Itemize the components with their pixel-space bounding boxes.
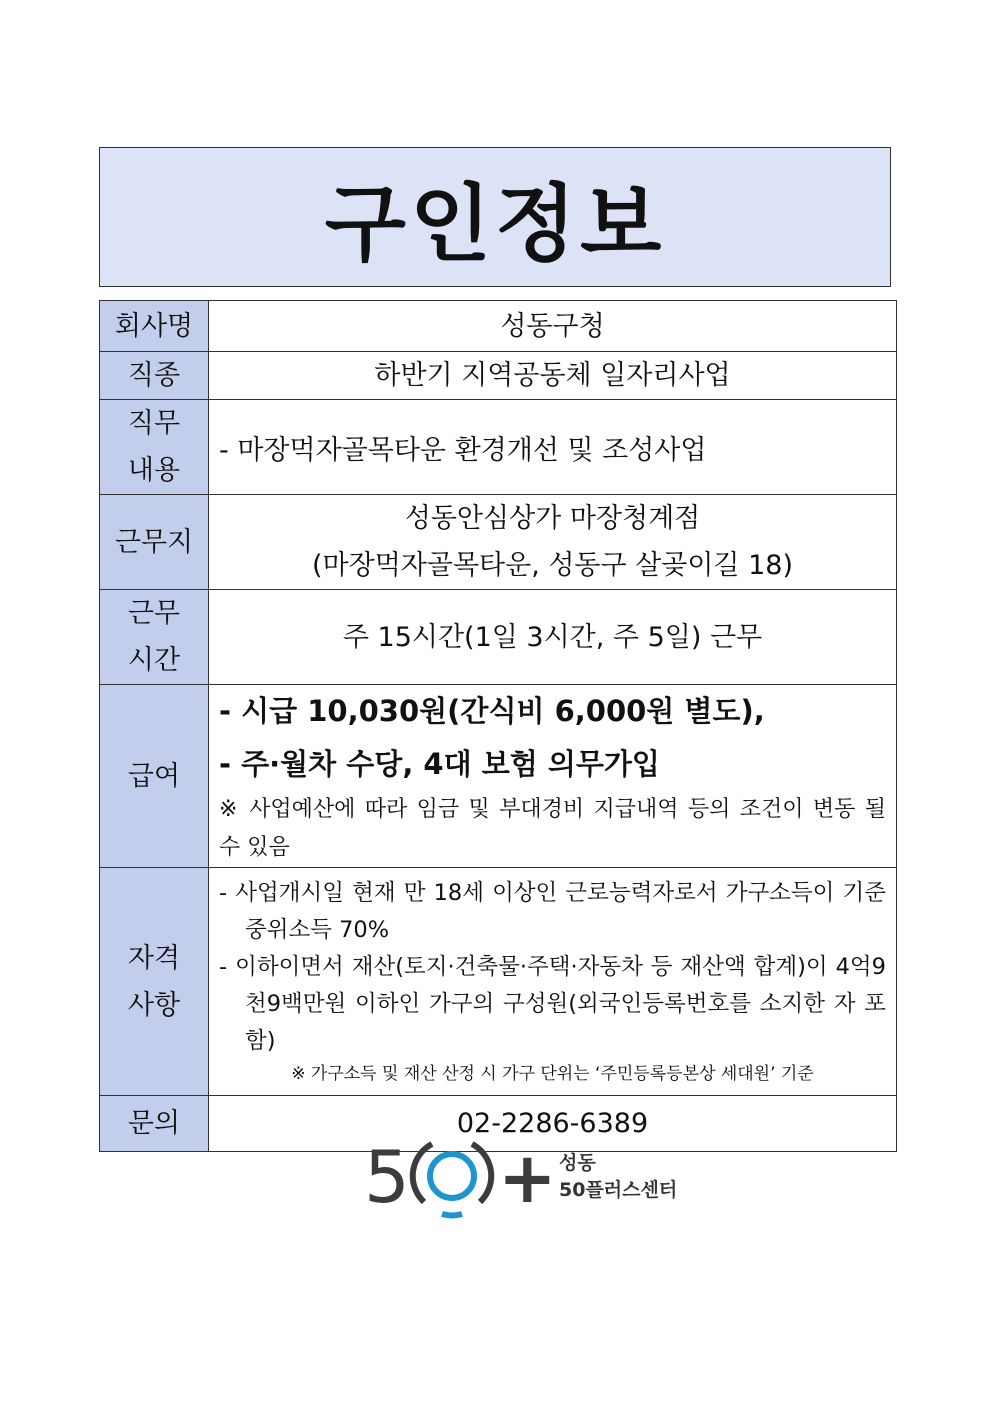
row-workplace	[100, 495, 897, 590]
row-company	[100, 301, 897, 352]
value-qualification	[209, 868, 897, 1096]
value-duty: - 마장먹자골목타운 환경개선 및 조성사업	[209, 400, 897, 495]
workplace-line1: 성동안심상가 마장청계점	[404, 503, 701, 534]
logo-text-line2: 50플러스센터	[559, 1179, 678, 1201]
label-hours-line1: 근무	[127, 598, 181, 629]
logo-digit: 5	[364, 1135, 410, 1219]
label-hours	[100, 590, 209, 685]
value-hours: 주 15시간(1일 3시간, 주 5일) 근무	[209, 590, 897, 685]
row-salary	[100, 685, 897, 868]
label-job-type: 직종	[100, 352, 209, 400]
row-duty	[100, 400, 897, 495]
salary-line1: - 시급 10,030원(간식비 6,000원 별도),	[219, 694, 765, 728]
job-info-table	[99, 300, 897, 1152]
row-hours	[100, 590, 897, 685]
label-duty-line2: 내용	[127, 455, 181, 486]
label-duty	[100, 400, 209, 495]
label-workplace: 근무지	[100, 495, 209, 590]
value-salary	[209, 685, 897, 868]
qualification-note: ※ 가구소득 및 재산 산정 시 가구 단위는 ‘주민등록등본상 세대원’ 기준	[291, 1064, 814, 1084]
label-company: 회사명	[100, 301, 209, 352]
label-qualification	[100, 868, 209, 1096]
salary-note: ※ 사업예산에 따라 임금 및 부대경비 지급내역 등의 조건이 변동 될 수 있음	[219, 797, 886, 860]
title-box	[99, 147, 891, 287]
qualification-item1: - 사업개시일 현재 만 18세 이상인 근로능력자로서 가구소득이 기준중위소득 70%	[219, 880, 886, 943]
label-hours-line2: 시간	[127, 645, 181, 676]
logo	[362, 1130, 692, 1220]
label-qualification-line1: 자격	[127, 942, 181, 974]
label-qualification-line2: 사항	[127, 989, 181, 1021]
label-salary: 급여	[100, 685, 209, 868]
page-title: 구인정보	[324, 174, 666, 273]
logo-plus: +	[498, 1137, 557, 1219]
logo-mark-icon	[362, 1130, 557, 1220]
row-job-type	[100, 352, 897, 400]
value-job-type: 하반기 지역공동체 일자리사업	[209, 352, 897, 400]
label-contact: 문의	[100, 1096, 209, 1152]
value-workplace	[209, 495, 897, 590]
logo-arc-bottom	[442, 1214, 462, 1215]
workplace-line2: (마장먹자골목타운, 성동구 살곶이길 18)	[312, 550, 793, 581]
label-duty-line1: 직무	[127, 408, 181, 439]
row-qualification	[100, 868, 897, 1096]
logo-ring-inner	[430, 1154, 474, 1198]
qualification-item2: - 이하이면서 재산(토지·건축물·주택·자동차 등 재산액 합계)이 4억9천9백만원 이하인 가구의 구성원(외국인등록번호를 소지한 자 포함)	[219, 954, 886, 1054]
value-company: 성동구청	[209, 301, 897, 352]
logo-text-line1: 성동	[559, 1152, 596, 1174]
value-contact: 02-2286-6389	[209, 1096, 897, 1152]
salary-line2: - 주·월차 수당, 4대 보험 의무가입	[219, 747, 660, 781]
